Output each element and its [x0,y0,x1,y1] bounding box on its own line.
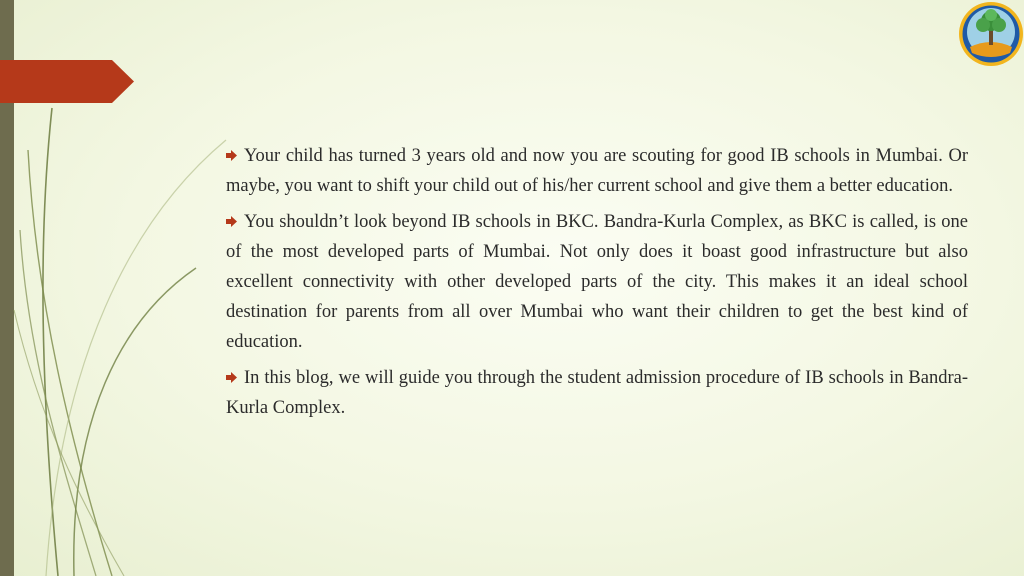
arrow-right-icon [226,150,237,161]
tree-emblem-icon [958,1,1024,67]
bullet-text-2: You shouldn’t look beyond IB schools in BKC. Bandra-Kurla Complex, as BKC is called, is one of the most developed parts of Mumbai. Not only does it boast good infrastructure but also excellent connectivity with other developed parts of the city. This makes it an ideal school destination for parents from all over Mumbai who want their children to get the best kind of education. [226,212,968,352]
accent-arrow-tab [0,60,134,103]
bullet-item-1 [226,141,968,201]
arrow-right-icon [226,216,237,227]
bullet-text-1: Your child has turned 3 years old and now you are scouting for good IB schools in Mumbai. Or maybe, you want to shift your child out of his/her current school and give them a better education. [226,146,968,196]
arrow-right-icon [226,372,237,383]
bullet-item-2 [226,207,968,357]
bullet-text-3: In this blog, we will guide you through the student admission procedure of IB schools in Bandra-Kurla Complex. [226,368,968,418]
bullet-item-3 [226,363,968,423]
bullet-list [226,141,968,429]
